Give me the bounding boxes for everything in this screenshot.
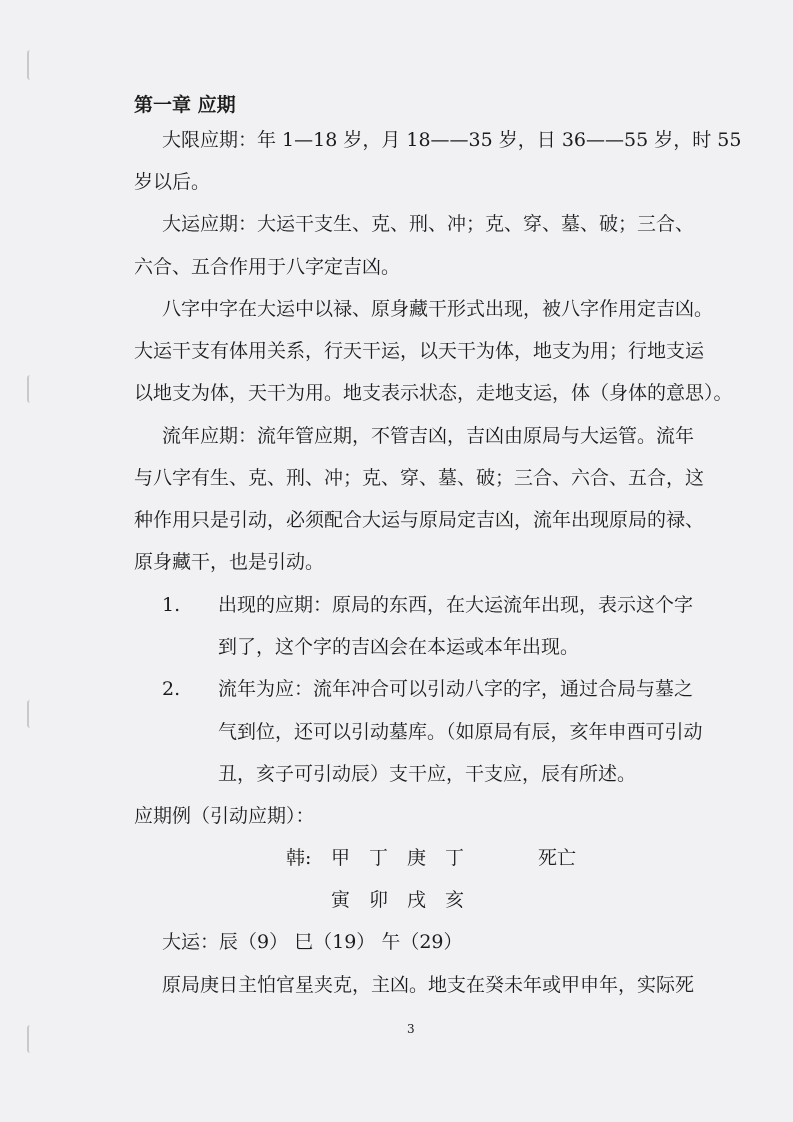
branch-month: 卯 xyxy=(369,889,389,911)
list-number: 2. xyxy=(162,678,181,700)
paragraph-line: 大运干支有体用关系，行天干运，以天干为体，地支为用；行地支运 xyxy=(134,340,705,362)
list-item-line: 气到位，还可以引动墓库。（如原局有辰，亥年申酉可引动 xyxy=(218,721,703,743)
stem-hour: 丁 xyxy=(445,847,465,869)
list-item-line: 流年为应：流年冲合可以引动八字的字，通过合局与墓之 xyxy=(218,678,694,700)
heavenly-stems xyxy=(331,846,483,870)
list-item-line: 到了，这个字的吉凶会在本运或本年出现。 xyxy=(218,636,580,658)
paragraph-line: 大限应期：年 1—18 岁，月 18——35 岁，日 36——55 岁，时 55 xyxy=(162,129,742,151)
list-item-line: 出现的应期：原局的东西，在大运流年出现，表示这个字 xyxy=(218,594,694,616)
paragraph-line: 原身藏干，也是引动。 xyxy=(134,551,325,573)
list-number: 1. xyxy=(162,594,181,616)
paragraph-line: 大运应期：大运干支生、克、刑、冲；克、穿、墓、破；三合、 xyxy=(162,213,695,235)
punch-mark xyxy=(27,375,35,403)
punch-mark xyxy=(27,1025,35,1053)
paragraph-line: 种作用只是引动，必须配合大运与原局定吉凶，流年出现原局的禄、 xyxy=(134,509,705,531)
chapter-title: 第一章 应期 xyxy=(134,94,236,116)
stem-year: 甲 xyxy=(331,847,351,869)
page-number: 3 xyxy=(407,1022,415,1036)
punch-mark xyxy=(27,700,35,728)
example-name: 韩: xyxy=(286,847,312,869)
paragraph-line: 与八字有生、克、刑、冲；克、穿、墓、破；三合、六合、五合，这 xyxy=(134,467,705,489)
paragraph-line: 岁以后。 xyxy=(134,171,211,193)
branch-year: 寅 xyxy=(331,889,351,911)
example-title: 应期例（引动应期）： xyxy=(134,805,315,827)
punch-mark xyxy=(27,50,35,80)
example-outcome: 死亡 xyxy=(538,847,577,869)
paragraph-line: 八字中字在大运中以禄、原身藏干形式出现，被八字作用定吉凶。 xyxy=(162,298,714,320)
dayun-sequence: 大运：辰（9） 巳（19） 午（29） xyxy=(162,931,463,953)
paragraph-line: 流年应期：流年管应期，不管吉凶，吉凶由原局与大运管。流年 xyxy=(162,425,695,447)
paragraph-line: 六合、五合作用于八字定吉凶。 xyxy=(134,256,401,278)
stem-day: 庚 xyxy=(407,847,427,869)
stem-month: 丁 xyxy=(369,847,389,869)
branch-hour: 亥 xyxy=(445,889,465,911)
branch-day: 戌 xyxy=(407,889,427,911)
list-item-line: 丑，亥子可引动辰）支干应，干支应，辰有所述。 xyxy=(218,763,637,785)
earthly-branches xyxy=(331,888,483,912)
example-analysis: 原局庚日主怕官星夹克，主凶。地支在癸未年或甲申年，实际死 xyxy=(162,974,695,996)
paragraph-line: 以地支为体，天干为用。地支表示状态，走地支运，体（身体的意思）。 xyxy=(134,382,733,404)
